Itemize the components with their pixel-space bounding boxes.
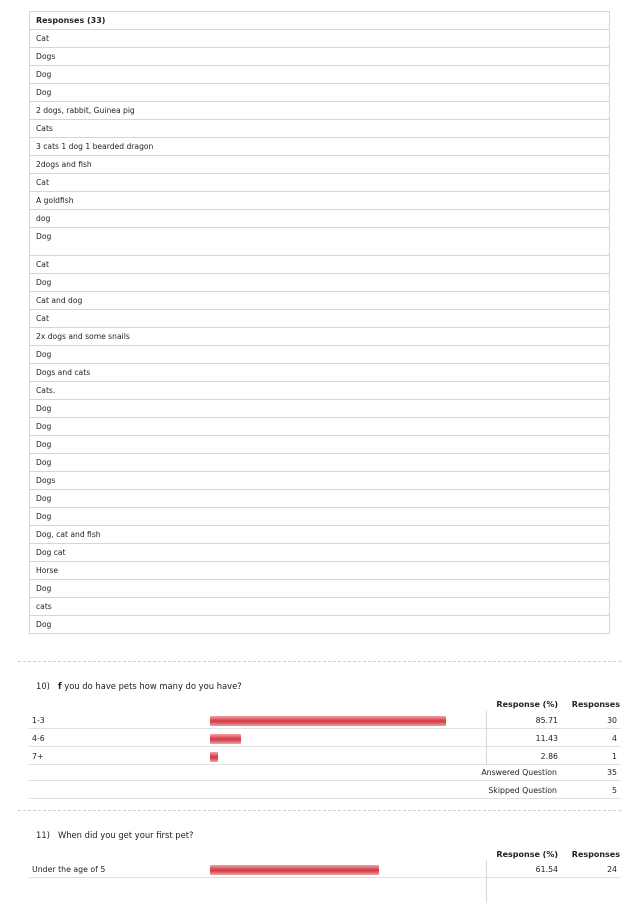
option-percent: 11.43 [535,734,558,743]
option-percent: 2.86 [540,752,558,761]
response-row: Dogs and cats [30,364,609,382]
response-row: Dog cat [30,544,609,562]
response-row: Dog [30,508,609,526]
q11-number: 11) [36,830,50,840]
option-count: 24 [607,865,617,874]
q11-title-text: When did you get your first pet? [57,830,194,840]
response-row: Dog [30,274,609,292]
option-percent: 85.71 [535,716,558,725]
response-row: 2 dogs, rabbit, Guinea pig [30,102,609,120]
response-row: cats [30,598,609,616]
response-bar [210,752,218,762]
response-row: Dog [30,228,609,256]
response-row: Dog [30,418,609,436]
response-row: Cats. [30,382,609,400]
bar-track [210,752,470,762]
skipped-value: 5 [612,786,617,795]
response-row: Dog [30,346,609,364]
skipped-label: Skipped Question [488,786,557,795]
response-row: Dog [30,454,609,472]
response-row: Dogs [30,472,609,490]
q10-title-text: you do have pets how many do you have? [61,681,242,691]
response-row: Dog, cat and fish [30,526,609,544]
answered-label: Answered Question [481,768,557,777]
q10-skipped-row [29,781,621,799]
responses-header: Responses (33) [30,12,609,30]
response-row: Dogs [30,48,609,66]
bar-track [210,716,470,726]
section-divider [18,810,621,811]
response-row: Cat [30,30,609,48]
q10-title [36,681,242,691]
response-row: Dog [30,616,609,634]
q11-percent-column-border [486,876,487,903]
response-bar [210,734,241,744]
response-row: Dog [30,400,609,418]
response-row: Dog [30,84,609,102]
option-label: 7+ [32,752,44,761]
option-label: 4-6 [32,734,45,743]
q11-col-percent-header: Response (%) [496,850,558,859]
q10-col-count-header: Responses [571,700,620,709]
option-row [29,711,621,729]
option-row [29,860,621,878]
section-divider [18,661,621,662]
response-row: 2x dogs and some snails [30,328,609,346]
percent-cell [486,711,558,729]
response-row: Dog [30,490,609,508]
response-bar [210,865,379,875]
percent-cell [486,729,558,747]
option-percent: 61.54 [535,865,558,874]
response-row: Cat [30,256,609,274]
response-row: Horse [30,562,609,580]
q11-title [36,830,193,840]
response-row: 3 cats 1 dog 1 bearded dragon [30,138,609,156]
q10-answered-row [29,763,621,781]
answered-value: 35 [607,768,617,777]
option-count: 1 [612,752,617,761]
response-row: Cat and dog [30,292,609,310]
response-row: Dog [30,436,609,454]
response-row: Cats [30,120,609,138]
response-row: 2dogs and fish [30,156,609,174]
percent-cell [486,860,558,878]
response-row: Cat [30,174,609,192]
option-count: 4 [612,734,617,743]
response-row: dog [30,210,609,228]
response-row: Dog [30,66,609,84]
bar-track [210,865,470,875]
option-label: Under the age of 5 [32,865,106,874]
option-label: 1-3 [32,716,45,725]
option-count: 30 [607,716,617,725]
responses-table [29,11,610,634]
q10-col-percent-header: Response (%) [496,700,558,709]
option-row [29,729,621,747]
response-row: A goldfish [30,192,609,210]
q10-number: 10) [36,681,50,691]
response-row: Dog [30,580,609,598]
q10-title-first-letter: f [57,681,62,691]
response-row: Cat [30,310,609,328]
bar-track [210,734,470,744]
response-bar [210,716,446,726]
q11-col-count-header: Responses [571,850,620,859]
